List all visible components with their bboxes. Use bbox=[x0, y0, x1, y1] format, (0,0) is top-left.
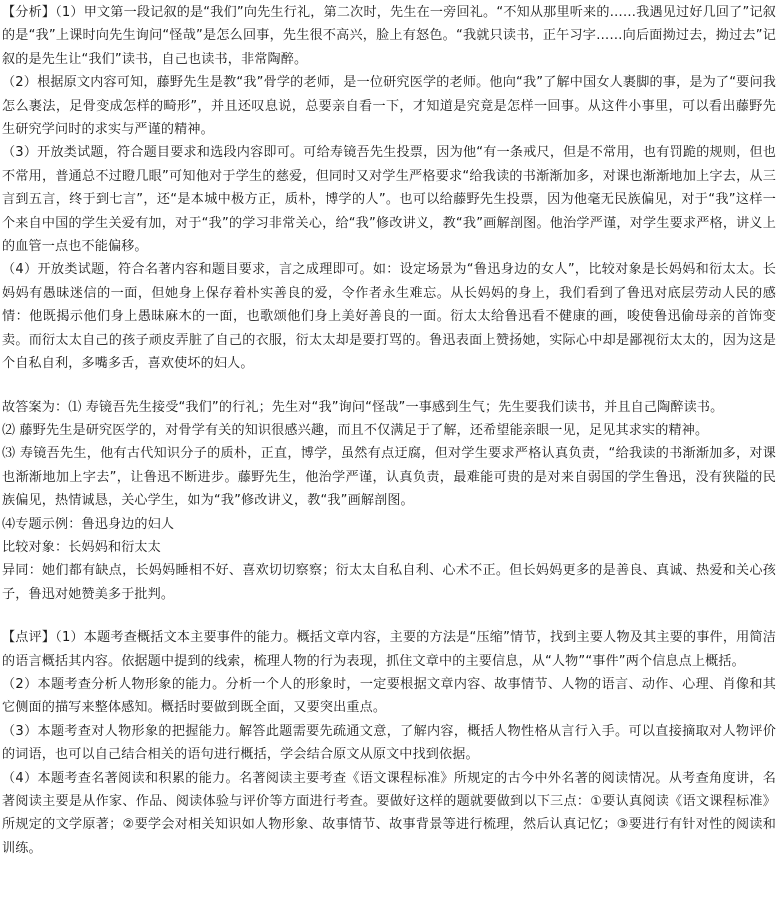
analysis-paragraph-2: （2）根据原文内容可知，藤野先生是教“我”骨学的老师，是一位研究医学的老师。他向“我”了解中国女人裹脚的事，是为了“要问我怎么裹法，足骨变成怎样的畸形”，并且还叹息说，总要亲自看一下，才知道是究竟是怎样一回事。从这件小事里，可以看出藤野先生研究学问时的求实与严谨的精神。 bbox=[2, 75, 776, 138]
comment-paragraph-1 bbox=[2, 626, 776, 673]
analysis-paragraph-4: （4）开放类试题，符合名著内容和题目要求，言之成理即可。如：设定场景为“鲁迅身边的女人”，比较对象是长妈妈和衍太太。长妈妈有愚昧迷信的一面，但她身上保存着朴实善良的爱，令作者永生难忘。从长妈妈的身上，我们看到了鲁迅对底层劳动人民的感情：他既揭示他们身上愚昧麻木的一面，也歌颂他们身上美好善良的一面。衍太太给鲁迅看不健康的画，唆使鲁迅偷母亲的首饰变卖。而衍太太自己的孩子顽皮弄脏了自己的衣服，衍太太却是要打骂的。鲁迅表面上赞扬她，实际心中却是鄙视衍太太的，因为这是个自私自利，多嘴多舌，喜欢使坏的妇人。 bbox=[2, 262, 776, 372]
analysis-paragraph-3: （3）开放类试题，符合题目要求和选段内容即可。可给寿镜吾先生投票，因为他“有一条戒尺，但是不常用，也有罚跪的规则，但也不常用，普通总不过瞪几眼”可知他对于学生的慈爱，但同时又对学生严格要求“给我读的书渐渐加多，对课也渐渐地加上字去，从三言到五言，终于到七言”，还“是本城中极方正，质朴，博学的人”。也可以给藤野先生投票，因为他毫无民族偏见，对于“我”这样一个来自中国的学生关爱有加，对于“我”的学习非常关心，给“我”修改讲义，教“我”画解剖图。他治学严谨，对学生要求严格，讲义上的血管一点也不能偏移。 bbox=[2, 145, 776, 255]
answer-paragraph-5: 比较对象：长妈妈和衍太太 bbox=[2, 539, 161, 555]
comment-paragraph-4: （4）本题考查名著阅读和积累的能力。名著阅读主要考查《语文课程标准》所规定的古今中外名著的阅读情况。从考查角度讲，名著阅读主要是从作家、作品、阅读体验与评价等方面进行考查。要做好这样的题就要做到以下三点：①要认真阅读《语文课程标准》所规定的文学原著；②要学会对相关知识如人物形象、故事情节、故事背景等进行梳理，然后认真记忆；③要进行有针对性的阅读和训练。 bbox=[2, 770, 776, 856]
analysis-text-1: （1）甲文第一段记叙的是“我们”向先生行礼，第二次时，先生在一旁回礼。“不知从那里听来的……我遇见过好几回了”记叙的是“我”上课时向先生询问“怪哉”是怎么回事，先生很不高兴，脸上有怒色。“我就只读书，正午习字……向后面拗过去，拗过去”记叙的是先生让“我们”读书，自己也读书，非常陶醉。 bbox=[2, 5, 776, 67]
comment-paragraph-3: （3）本题考查对人物形象的把握能力。解答此题需要先疏通文意，了解内容，概括人物性格从言行入手。可以直接摘取对人物评价的词语，也可以自己结合相关的语句进行概括，学会结合原文从原文中找到依据。 bbox=[2, 723, 776, 763]
answer-paragraph-2: ⑵ 藤野先生是研究医学的，对骨学有关的知识很感兴趣，而且不仅满足于了解，还希望能亲眼一见，足见其求实的精神。 bbox=[2, 422, 709, 438]
answer-paragraph-4: ⑷专题示例：鲁迅身边的妇人 bbox=[2, 516, 175, 532]
comment-paragraph-2: （2）本题考查分析人物形象的能力。分析一个人的形象时，一定要根据文章内容、故事情节、人物的语言、动作、心理、肖像和其它侧面的描写来整体感知。概括时要做到既全面，又要突出重点。 bbox=[2, 676, 776, 716]
answer-paragraph-1: 故答案为：⑴ 寿镜吾先生接受“我们”的行礼；先生对“我”询问“怪哉”一事感到生气；先生要我们读书，并且自己陶醉读书。 bbox=[2, 399, 724, 415]
comment-section bbox=[2, 626, 776, 860]
answer-paragraph-3: ⑶ 寿镜吾先生，他有古代知识分子的质朴，正直，博学，虽然有点迂腐，但对学生要求严格认真负责，“给我读的书渐渐加多，对课也渐渐地加上字去”，让鲁迅不断进步。藤野先生，他治学严谨，认真负责，最难能可贵的是对来自弱国的学生鲁迅，没有狭隘的民族偏见，热情诚恳，关心学生，如为“我”修改讲义，教“我”画解剖图。 bbox=[2, 446, 776, 509]
analysis-tag: 【分析】 bbox=[2, 5, 56, 20]
comment-text-1: （1）本题考查概括文本主要事件的能力。概括文章内容，主要的方法是“压缩”情节，找到主要人物及其主要的事件，用简洁的语言概括其内容。依据题中提到的线索，梳理人物的行为表现，抓住文章中的主要信息，从“人物”“事件”两个信息点上概括。 bbox=[2, 630, 776, 669]
analysis-section bbox=[2, 1, 776, 376]
analysis-paragraph-1 bbox=[2, 1, 776, 71]
solution-document bbox=[0, 1, 780, 860]
answer-section bbox=[2, 396, 776, 607]
answer-paragraph-6: 异同：她们都有缺点，长妈妈睡相不好、喜欢切切察察；衍太太自私自利、心术不正。但长妈妈更多的是善良、真诚、热爱和关心孩子，鲁迅对她赞美多于批判。 bbox=[2, 563, 776, 602]
comment-tag: 【点评】 bbox=[2, 630, 56, 646]
